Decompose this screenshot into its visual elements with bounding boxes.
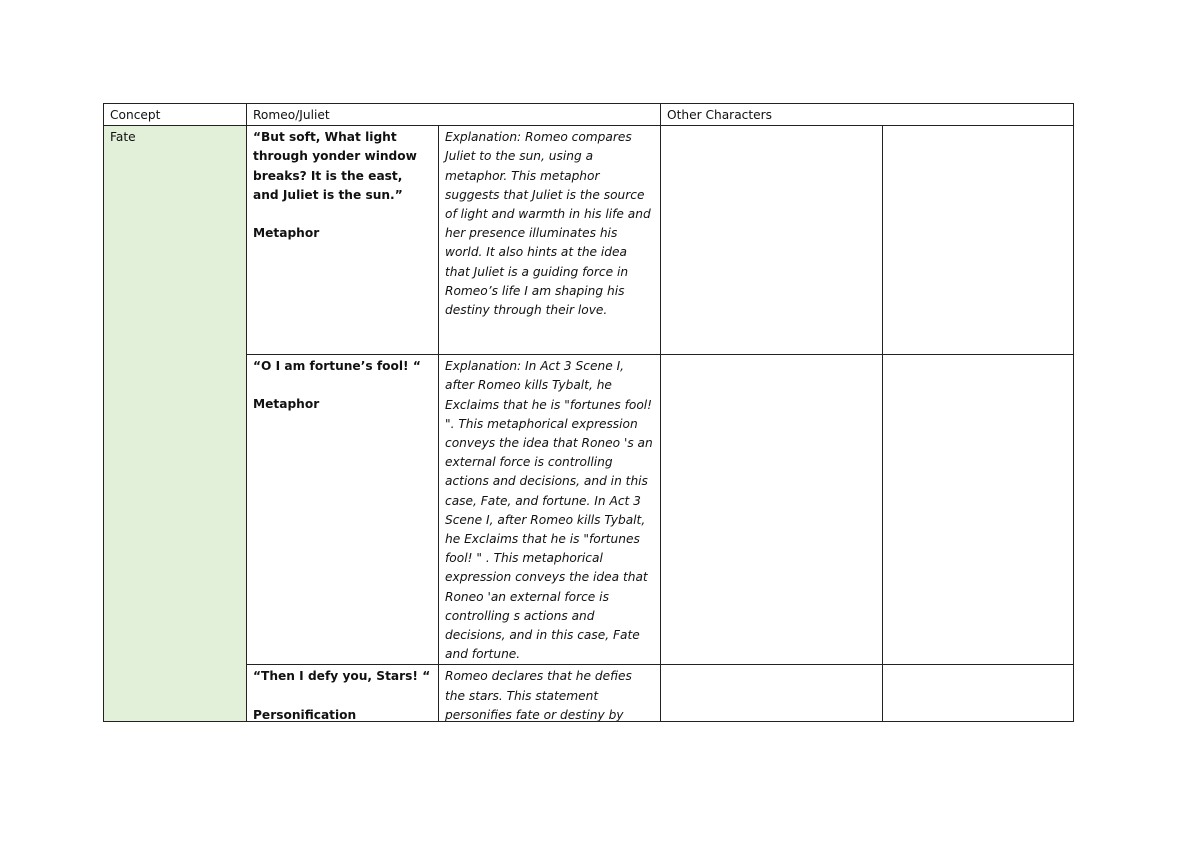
concept-cell: Fate [104, 126, 247, 722]
quote-text: “O I am fortune’s fool! “ [253, 359, 421, 374]
header-concept: Concept [104, 104, 247, 126]
fate-analysis-table [103, 103, 1074, 722]
explanation-text: Romeo declares that he defies the stars. This statement personifies fate or destiny by [445, 669, 632, 722]
quote-cell [247, 126, 439, 355]
literary-device: Metaphor [253, 397, 320, 412]
quote-cell [247, 355, 439, 665]
header-row [104, 104, 1074, 126]
header-other-characters: Other Characters [661, 104, 1074, 126]
other-characters-cell [661, 126, 883, 355]
other-characters-extra-cell [883, 355, 1074, 665]
other-characters-cell [661, 665, 883, 722]
table-row [104, 665, 1074, 722]
quote-text: “But soft, What light through yonder window breaks? It is the east, and Juliet is the sun.” [253, 130, 417, 202]
literary-device: Metaphor [253, 226, 320, 241]
other-characters-extra-cell [883, 665, 1074, 722]
other-characters-cell [661, 355, 883, 665]
quote-cell [247, 665, 439, 722]
literary-device: Personification [253, 707, 357, 722]
explanation-cell [439, 665, 661, 722]
header-romeo-juliet: Romeo/Juliet [247, 104, 661, 126]
explanation-cell: Explanation: Romeo compares Juliet to the sun, using a metaphor. This metaphor suggests that Juliet is the source of light and warmth in his life and her presence illuminates his world. It also hints at the idea that Juliet is a guiding force in Romeo’s life I am shaping his destiny through their love. [439, 126, 661, 355]
table-row [104, 126, 1074, 355]
other-characters-extra-cell [883, 126, 1074, 355]
table-row [104, 355, 1074, 665]
explanation-cell: Explanation: In Act 3 Scene I, after Romeo kills Tybalt, he Exclaims that he is "fortunes fool! ". This metaphorical expression conveys the idea that Roneo 's an external force is controlling actions and decisions, and in this case, Fate, and fortune. In Act 3 Scene I, after Romeo kills Tybalt, he Exclaims that he is "fortunes fool! " . This metaphorical expression conveys the idea that Roneo 'an external force is controlling s actions and decisions, and in this case, Fate and fortune. [439, 355, 661, 665]
quote-text: “Then I defy you, Stars! “ [253, 669, 431, 684]
